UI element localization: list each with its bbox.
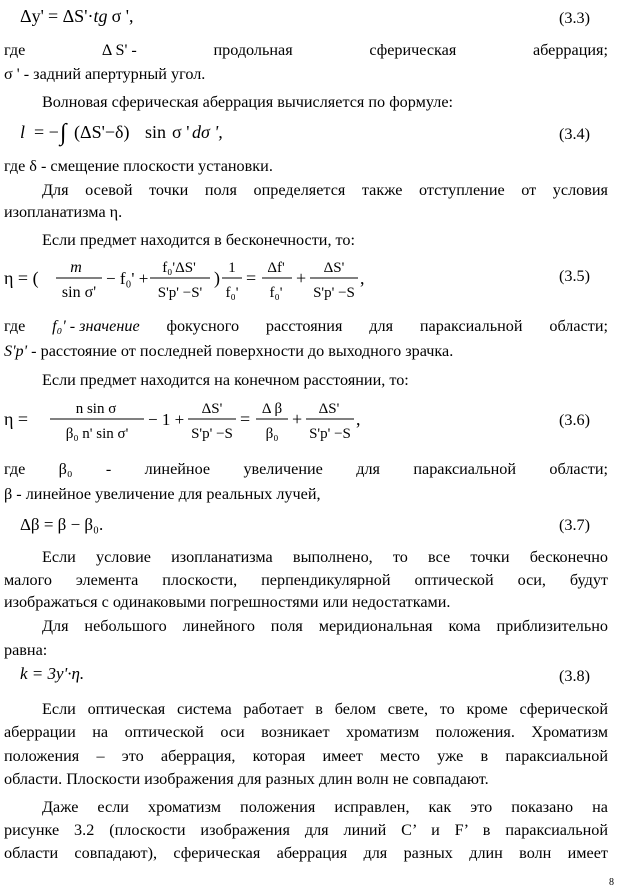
paragraph-isoplanatism-line-3: изображаться с одинаковыми погрешностями или недостатками. xyxy=(4,593,451,611)
eq-3-6-comma: , xyxy=(356,409,361,429)
text-line-sigma: σ ' - задний апертурный угол. xyxy=(4,65,206,83)
word: линейное xyxy=(144,460,211,478)
word: параксиальной xyxy=(419,317,523,335)
eq-3-5-equals: = xyxy=(246,268,257,288)
word: сферическая xyxy=(369,41,457,59)
equation-3-8: k = 3y'·η. xyxy=(20,664,85,683)
equation-3-5 xyxy=(4,254,384,311)
text-line-infinity: Если предмет находится в бесконечности, то: xyxy=(42,231,356,249)
text-line-focal xyxy=(4,316,608,336)
paragraph-figure-line-1: Даже если хроматизм положения исправлен, как это показано на xyxy=(42,798,608,816)
eq-3-4-sigma: σ ' xyxy=(172,122,190,142)
word: параксиальной xyxy=(413,460,517,478)
paragraph-figure-line-3: области совпадают), сферическая аберрация для разных длин волн имеет xyxy=(4,844,608,862)
word: продольная xyxy=(213,41,293,59)
eq-3-4-d: dσ ', xyxy=(192,122,223,142)
eq-3-5-num1: f₀'ΔS' xyxy=(162,260,196,276)
equation-3-7: Δβ = β − β₀. xyxy=(20,515,104,534)
word: аберрация; xyxy=(532,41,608,59)
eq-3-5-den1: S'p' −S' xyxy=(157,285,203,301)
eq-3-3-delta-s: ΔS' xyxy=(62,6,88,26)
eq-3-5-den2: S'p' −S xyxy=(313,285,355,301)
word: β₀ xyxy=(58,460,73,478)
eq-3-6-n2: ΔS' xyxy=(201,401,223,417)
eq-3-5-eta: η = ( xyxy=(4,268,39,288)
text-line-delta-shift: где δ - смещение плоскости установки. xyxy=(4,157,273,175)
word: для xyxy=(369,317,394,335)
eq-3-5-m: m xyxy=(70,259,82,276)
word: для xyxy=(356,460,380,478)
word: где xyxy=(4,41,26,59)
word: - xyxy=(105,460,112,478)
eq-3-5-sin-sigma: sin σ' xyxy=(61,284,97,301)
text-line-beta0 xyxy=(4,459,608,479)
equation-3-5-graphic xyxy=(4,254,384,306)
paragraph-isoplanatism-line-1: Если условие изопланатизма выполнено, то все точки бесконечно xyxy=(42,548,608,566)
eq-3-5-df: Δf' xyxy=(267,260,285,276)
word: расстояния xyxy=(265,317,343,335)
text-line-isoplanatism: изопланатизма η. xyxy=(4,203,123,221)
eq-3-5-f0b: f₀' xyxy=(269,285,283,301)
text-line-finite: Если предмет находится на конечном расстоянии, то: xyxy=(42,371,409,389)
word: где xyxy=(4,317,26,335)
exit-pupil-text: - расстояние от последней поверхности до выходного зрачка. xyxy=(27,342,454,360)
equation-number-3-8: (3.8) xyxy=(558,667,590,685)
eq-3-6-eta: η = xyxy=(4,409,29,429)
eq-3-4-sin: sin xyxy=(145,122,167,142)
word: области; xyxy=(549,317,608,335)
paragraph-figure-line-2: рисунке 3.2 (плоскости изображения для линий C’ и F’ в параксиальной xyxy=(4,821,608,839)
equation-3-6-graphic xyxy=(4,395,364,447)
eq-3-6-n4: ΔS' xyxy=(318,401,340,417)
word: f₀' - значение xyxy=(52,317,140,335)
equation-number-3-3: (3.3) xyxy=(558,9,590,27)
eq-3-3-tg: tg xyxy=(93,6,108,26)
eq-3-5-one: 1 xyxy=(228,260,236,276)
paragraph-isoplanatism-line-2: малого элемента плоскости, перпендикулярной оптической оси, будут xyxy=(4,571,608,589)
word: Δ S' - xyxy=(101,41,137,59)
text-line-where-delta-s xyxy=(4,40,608,60)
eq-3-5-ds: ΔS' xyxy=(323,260,345,276)
eq-3-4-l: l xyxy=(20,122,26,142)
equation-number-3-6: (3.6) xyxy=(558,411,590,429)
eq-3-6-plus: + xyxy=(292,409,303,429)
equation-number-3-4: (3.4) xyxy=(558,125,590,143)
eq-3-6-minus-one: − 1 + xyxy=(148,410,185,429)
eq-3-6-equals: = xyxy=(240,409,251,429)
eq-3-6-n3: Δ β xyxy=(261,401,283,417)
eq-3-5-minus-f: − f₀' + xyxy=(106,269,149,288)
eq-3-3-lhs: Δy' xyxy=(20,6,44,26)
paragraph-chromatism-line-2: аберрации на оптической оси возникает хроматизм положения. Хроматизм xyxy=(4,723,608,741)
text-line-exit-pupil xyxy=(4,341,453,361)
eq-3-5-comma: , xyxy=(360,268,365,288)
eq-3-3-sigma: σ ' xyxy=(111,6,130,26)
word: фокусного xyxy=(166,317,240,335)
eq-3-4-body: (ΔS'−δ) xyxy=(74,122,130,142)
integral-sign: ∫ xyxy=(60,120,67,146)
eq-3-5-close: ) xyxy=(214,268,220,288)
paragraph-coma-line-1: Для небольшого линейного поля меридиональная кома приблизительно xyxy=(42,617,608,635)
equation-3-4 xyxy=(20,116,260,153)
eq-3-6-d4: S'p' −S xyxy=(309,426,351,442)
word: области; xyxy=(549,460,608,478)
corner-mark: 8 xyxy=(609,877,614,888)
paragraph-chromatism-line-4: области. Плоскости изображения для разных длин волн не совпадают. xyxy=(4,770,489,788)
eq-3-5-plus: + xyxy=(296,268,307,288)
eq-3-6-d1: β₀ n' sin σ' xyxy=(65,426,129,442)
eq-3-6-n1: n sin σ xyxy=(75,401,117,417)
svg-text:= −: = − xyxy=(34,122,59,142)
equation-3-4-graphic xyxy=(20,116,260,148)
text-line-wave-aberration: Волновая сферическая аберрация вычисляется по формуле: xyxy=(42,93,454,111)
equation-3-3: Δy' = ΔS'·tg σ ', xyxy=(20,6,134,26)
equation-3-6 xyxy=(4,395,364,452)
text-line-axial-point: Для осевой точки поля определяется также отступление от условия xyxy=(42,181,608,199)
paragraph-coma-line-2: равна: xyxy=(4,641,48,659)
paragraph-chromatism-line-3: положения – это аберрация, которая имеет место уже в параксиальной xyxy=(4,747,608,765)
word: увеличение xyxy=(243,460,323,478)
text-line-beta: β - линейное увеличение для реальных лучей, xyxy=(4,485,321,503)
eq-3-6-d2: S'p' −S xyxy=(191,426,233,442)
eq-3-6-d3: β₀ xyxy=(265,426,279,442)
word: где xyxy=(4,460,26,478)
equation-number-3-5: (3.5) xyxy=(558,267,590,285)
paragraph-chromatism-line-1: Если оптическая система работает в белом свете, то кроме сферической xyxy=(42,700,608,718)
symbol-s-p: S'p' xyxy=(4,342,28,360)
eq-3-5-f0: f₀' xyxy=(225,285,239,301)
equation-number-3-7: (3.7) xyxy=(558,516,590,534)
